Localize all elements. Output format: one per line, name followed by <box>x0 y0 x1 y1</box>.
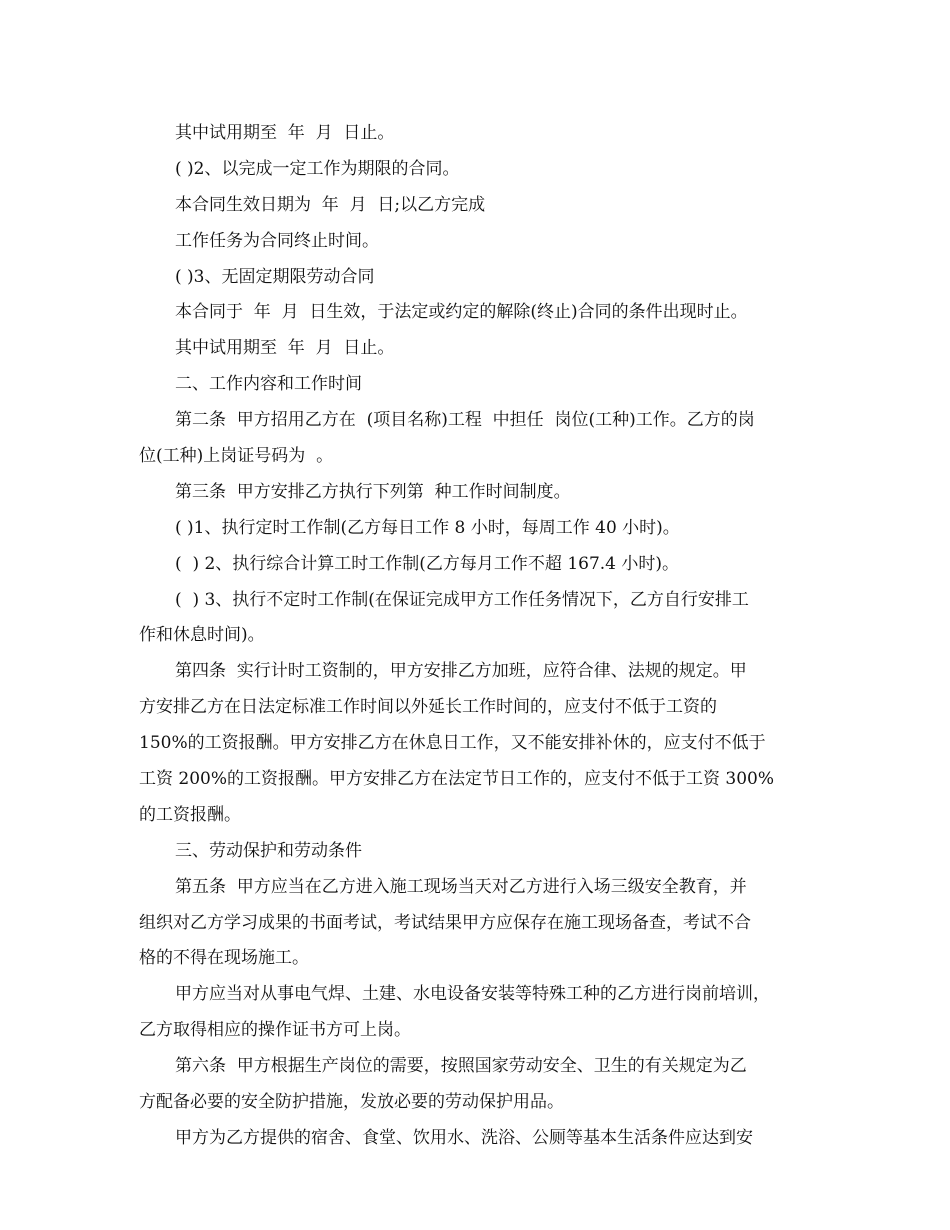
document-line: ( )1、执行定时工作制(乙方每日工作 8 小时，每周工作 40 小时)。 <box>175 517 680 538</box>
document-line: 位(工种)上岗证号码为 。 <box>139 446 334 467</box>
document-line: 其中试用期至 年 月 日止。 <box>175 338 395 359</box>
document-line: 组织对乙方学习成果的书面考试，考试结果甲方应保存在施工现场备查，考试不合 <box>139 912 751 933</box>
document-line: 三、劳动保护和劳动条件 <box>175 840 362 861</box>
document-line: 格的不得在现场施工。 <box>139 948 309 969</box>
document-line: 第三条 甲方安排乙方执行下列第 种工作时间制度。 <box>175 481 571 502</box>
document-line: ( ) 3、执行不定时工作制(在保证完成甲方工作任务情况下，乙方自行安排工 <box>175 589 749 610</box>
document-line: 作和休息时间)。 <box>139 625 265 646</box>
document-line: 本合同生效日期为 年 月 日;以乙方完成 <box>175 194 486 215</box>
document-line: 第四条 实行计时工资制的，甲方安排乙方加班，应符合律、法规的规定。甲 <box>175 661 747 682</box>
document-line: 乙方取得相应的操作证书方可上岗。 <box>139 1020 411 1041</box>
document-line: 本合同于 年 月 日生效，于法定或约定的解除(终止)合同的条件出现时止。 <box>175 302 748 323</box>
document-line: 二、工作内容和工作时间 <box>175 374 362 395</box>
document-line: ( )2、以完成一定工作为期限的合同。 <box>175 158 460 179</box>
document-body <box>139 116 821 1157</box>
document-line: 甲方应当对从事电气焊、土建、水电设备安装等特殊工种的乙方进行岗前培训， <box>175 984 770 1005</box>
document-line: 方配备必要的安全防护措施，发放必要的劳动保护用品。 <box>139 1092 564 1113</box>
document-line: ( )3、无固定期限劳动合同 <box>175 266 375 287</box>
document-line: 工资 200%的工资报酬。甲方安排乙方在法定节日工作的，应支付不低于工资 300% <box>139 769 775 790</box>
document-line: 第二条 甲方招用乙方在 (项目名称)工程 中担任 岗位(工种)工作。乙方的岗 <box>175 410 755 431</box>
document-line: 150%的工资报酬。甲方安排乙方在休息日工作，又不能安排补休的，应支付不低于 <box>139 733 766 754</box>
document-line: 第五条 甲方应当在乙方进入施工现场当天对乙方进行入场三级安全教育，并 <box>175 876 747 897</box>
document-line: 方安排乙方在日法定标准工作时间以外延长工作时间的，应支付不低于工资的 <box>139 697 717 718</box>
document-line: 的工资报酬。 <box>139 804 241 825</box>
document-line: 甲方为乙方提供的宿舍、食堂、饮用水、洗浴、公厕等基本生活条件应达到安 <box>175 1127 753 1148</box>
document-line: 第六条 甲方根据生产岗位的需要，按照国家劳动安全、卫生的有关规定为乙 <box>175 1056 747 1077</box>
document-line: 工作任务为合同终止时间。 <box>175 230 379 251</box>
document-line: ( ) 2、执行综合计算工时工作制(乙方每月工作不超 167.4 小时)。 <box>175 553 680 574</box>
document-line: 其中试用期至 年 月 日止。 <box>175 123 395 143</box>
